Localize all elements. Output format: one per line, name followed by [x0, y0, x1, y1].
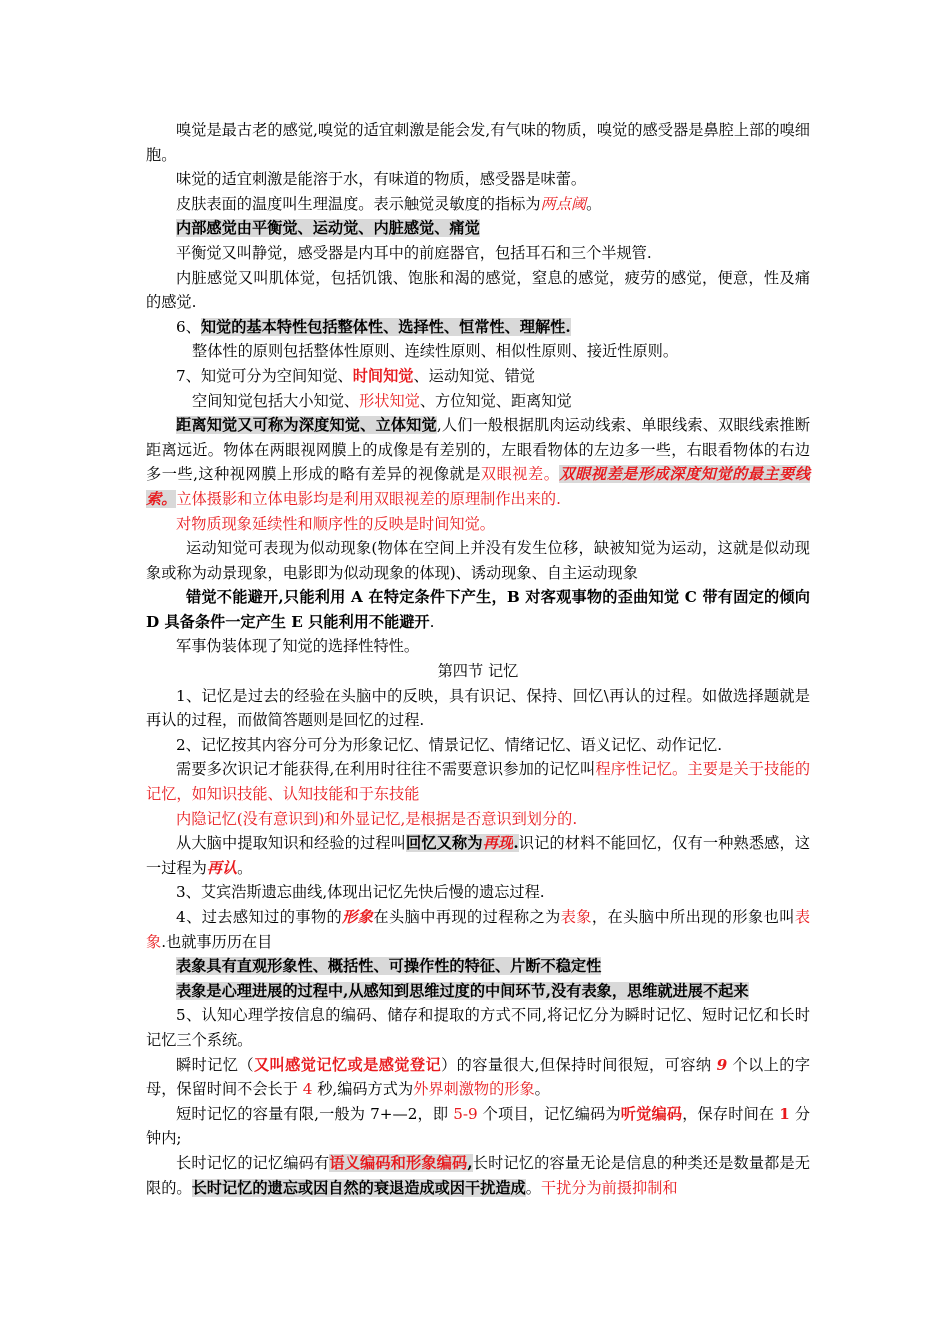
paragraph: [146, 634, 810, 659]
text-run: 秒,编码方式为: [312, 1080, 414, 1099]
text-run: 表象具有直观形象性、概括性、可操作性的特征、片断不稳定性: [176, 957, 602, 976]
paragraph: [146, 389, 810, 414]
text-run: ，在头脑中所出现的形象也叫: [591, 908, 795, 926]
text-run: 形状知觉: [359, 391, 420, 410]
text-run: 运动知觉可表现为似动现象(物体在空间上并没有发生位移，缺被知觉为运动，这就是似动现象或称为动景现象，电影即为似动现象的体现)、诱动现象、自主运动现象: [146, 539, 810, 582]
text-run: 瞬时记忆（: [176, 1055, 254, 1074]
paragraph: [146, 831, 810, 880]
text-run: 内隐记忆(没有意识到)和外显记忆,是根据是否意识到划分的.: [176, 809, 578, 828]
text-run: 长时记忆的容量无论是信息的种类还是数量都是无限的。: [146, 1153, 811, 1197]
text-run: 6、: [176, 317, 201, 336]
text-run: 两点阈: [540, 194, 587, 213]
text-run: 表象是心理进展的过程中,从感知到思维过度的中间环节,没有表象，思维就进展不起来: [176, 981, 749, 1000]
text-run: 。: [525, 1178, 541, 1197]
text-run: 再认: [206, 858, 238, 877]
text-run: 语义编码和形象编码: [329, 1153, 468, 1172]
paragraph: [146, 659, 810, 684]
paragraph: [146, 684, 810, 733]
paragraph: [146, 954, 810, 979]
text-run: 空间知觉包括大小知觉、: [192, 391, 360, 410]
text-run: 味觉的适宜刺激是能溶于水，有味道的物质，感受器是味蕾。: [176, 170, 587, 189]
text-run: 对物质现象延续性和顺序性的反映是时间知觉。: [176, 514, 495, 533]
text-run: 形象: [342, 908, 374, 926]
text-run: 双眼视差是形成深度知觉的最主要线索。: [146, 465, 811, 508]
text-run: 程序性记忆。主要是关于技能的记忆，如知识技能、认知技能和于东技能: [146, 760, 811, 804]
text-run: 1、记忆是过去的经验在头脑中的反映，具有识记、保持、回忆\再认的过程。如做选择题就是再认的过程，而做简答题则是回忆的过程.: [146, 686, 810, 730]
text-run: 。: [586, 194, 602, 213]
text-run: 双眼视差。: [480, 465, 560, 484]
text-run: 。: [534, 1080, 550, 1099]
paragraph: [146, 880, 810, 905]
document-page: [146, 118, 810, 1200]
text-run: 需要多次识记才能获得,在利用时往往不需要意识参加的记忆叫: [176, 760, 596, 779]
paragraph: [146, 1151, 810, 1200]
text-run: 4、过去感知过的事物的: [176, 908, 343, 926]
text-run: 知觉的基本特性包括整体性、选择性、恒常性、理解性.: [200, 317, 571, 336]
text-run: 分钟内;: [146, 1104, 811, 1148]
text-run: ，保存时间在: [682, 1104, 780, 1123]
text-run: 9: [716, 1055, 728, 1074]
text-run: 、方位知觉、距离知觉: [419, 391, 572, 410]
text-run: 嗅觉是最古老的感觉,嗅觉的适宜刺激是能会发,有气味的物质，嗅觉的感受器是鼻腔上部的嗅细胞。: [146, 121, 810, 164]
paragraph: [146, 905, 810, 954]
text-run: ）的容量很大,但保持时间很短，可容纳: [441, 1055, 717, 1074]
text-run: 2、记忆按其内容分可分为形象记忆、情景记忆、情绪记忆、语义记忆、动作记忆.: [176, 735, 723, 754]
text-run: .也就事历历在目: [161, 932, 273, 951]
text-run: 长时记忆的遗忘或因自然的衰退造成或因干扰造成: [191, 1178, 526, 1197]
text-run: 表象: [146, 908, 811, 951]
text-run: 皮肤表面的温度叫生理温度。表示触觉灵敏度的指标为: [176, 194, 541, 213]
text-run: .: [513, 834, 519, 853]
text-run: 错觉不能避开,只能利用 A 在特定条件下产生，B 对客观事物的歪曲知觉 C 带有固定的倾向 D 具备条件一定产生 E 只能利用不能避开: [146, 588, 810, 631]
paragraph: [146, 266, 810, 315]
text-run: 5、认知心理学按信息的编码、储存和提取的方式不同,将记忆分为瞬时记忆、短时记忆和长时记忆三个系统。: [146, 1006, 810, 1049]
paragraph: [146, 1102, 810, 1151]
text-run: 回忆又称为: [406, 834, 483, 853]
paragraph: [146, 979, 810, 1004]
text-run: 再现: [482, 834, 514, 853]
text-run: 又叫感觉记忆或是感觉登记: [253, 1055, 442, 1074]
paragraph: [146, 733, 810, 758]
text-run: 4: [302, 1080, 313, 1099]
text-run: 。: [237, 858, 253, 877]
text-run: 内部感觉由平衡觉、运动觉、内脏感觉、痛觉: [176, 219, 480, 238]
text-run: 干扰分为前摄抑制和: [540, 1178, 678, 1197]
paragraph: [146, 413, 810, 511]
paragraph: [146, 512, 810, 537]
text-run: .: [429, 612, 435, 631]
text-run: 3、艾宾浩斯遗忘曲线,体现出记忆先快后慢的遗忘过程.: [176, 883, 545, 902]
paragraph: [146, 118, 810, 167]
paragraph: [146, 364, 810, 389]
paragraph: [146, 585, 810, 634]
text-run: 5-9: [453, 1104, 478, 1123]
text-run: 距离知觉又可称为深度知觉、立体知觉: [176, 416, 437, 435]
text-run: ,: [467, 1153, 473, 1172]
text-run: 整体性的原则包括整体性原则、连续性原则、相似性原则、接近性原则。: [192, 342, 678, 361]
text-run: 个项目，记忆编码为: [477, 1104, 621, 1123]
paragraph: [146, 216, 810, 241]
text-run: 外界刺激物的形象: [413, 1080, 535, 1099]
text-run: 时间知觉: [352, 366, 414, 385]
text-run: 平衡觉又叫静觉，感受器是内耳中的前庭器官，包括耳石和三个半规管.: [176, 243, 652, 262]
text-run: 内脏感觉又叫肌体觉，包括饥饿、饱胀和渴的感觉，窒息的感觉，疲劳的感觉，便意，性及痛的感觉.: [146, 268, 810, 312]
paragraph: [146, 339, 810, 364]
text-run: 表象: [560, 908, 592, 926]
text-run: 长时记忆的记忆编码有: [176, 1153, 330, 1172]
paragraph: [146, 807, 810, 832]
text-run: 从大脑中提取知识和经验的过程叫: [176, 834, 407, 853]
paragraph: [146, 1053, 810, 1102]
paragraph: [146, 241, 810, 266]
text-run: 识记的材料不能回忆，仅有一种熟悉感，这一过程为: [146, 834, 811, 877]
paragraph: [146, 1003, 810, 1052]
paragraph: [146, 167, 810, 192]
text-run: 1: [779, 1104, 790, 1123]
text-run: 、运动知觉、错觉: [413, 366, 535, 385]
text-run: 立体摄影和立体电影均是利用双眼视差的原理制作出来的.: [176, 489, 561, 508]
paragraph: [146, 192, 810, 217]
text-run: 在头脑中再现的过程称之为: [373, 908, 561, 926]
text-run: 7、知觉可分为空间知觉、: [176, 366, 353, 385]
text-run: ,人们一般根据肌肉运动线索、单眼线索、双眼线索推断距离远近。物体在两眼视网膜上的成像是有差别的，左眼看物体的左边多一些，右眼看物体的右边多一些,这种视网膜上形成的略有差异的视像就是: [146, 416, 811, 484]
text-run: 个以上的字母，保留时间不会长于: [146, 1055, 811, 1099]
paragraph: [146, 536, 810, 585]
text-run: 第四节 记忆: [437, 662, 519, 681]
text-run: 军事伪装体现了知觉的选择性特性。: [176, 637, 419, 656]
text-run: 听觉编码: [620, 1104, 683, 1123]
paragraph: [146, 315, 810, 340]
paragraph: [146, 757, 810, 806]
text-run: 短时记忆的容量有限,一般为 7+—2，即: [176, 1104, 454, 1123]
